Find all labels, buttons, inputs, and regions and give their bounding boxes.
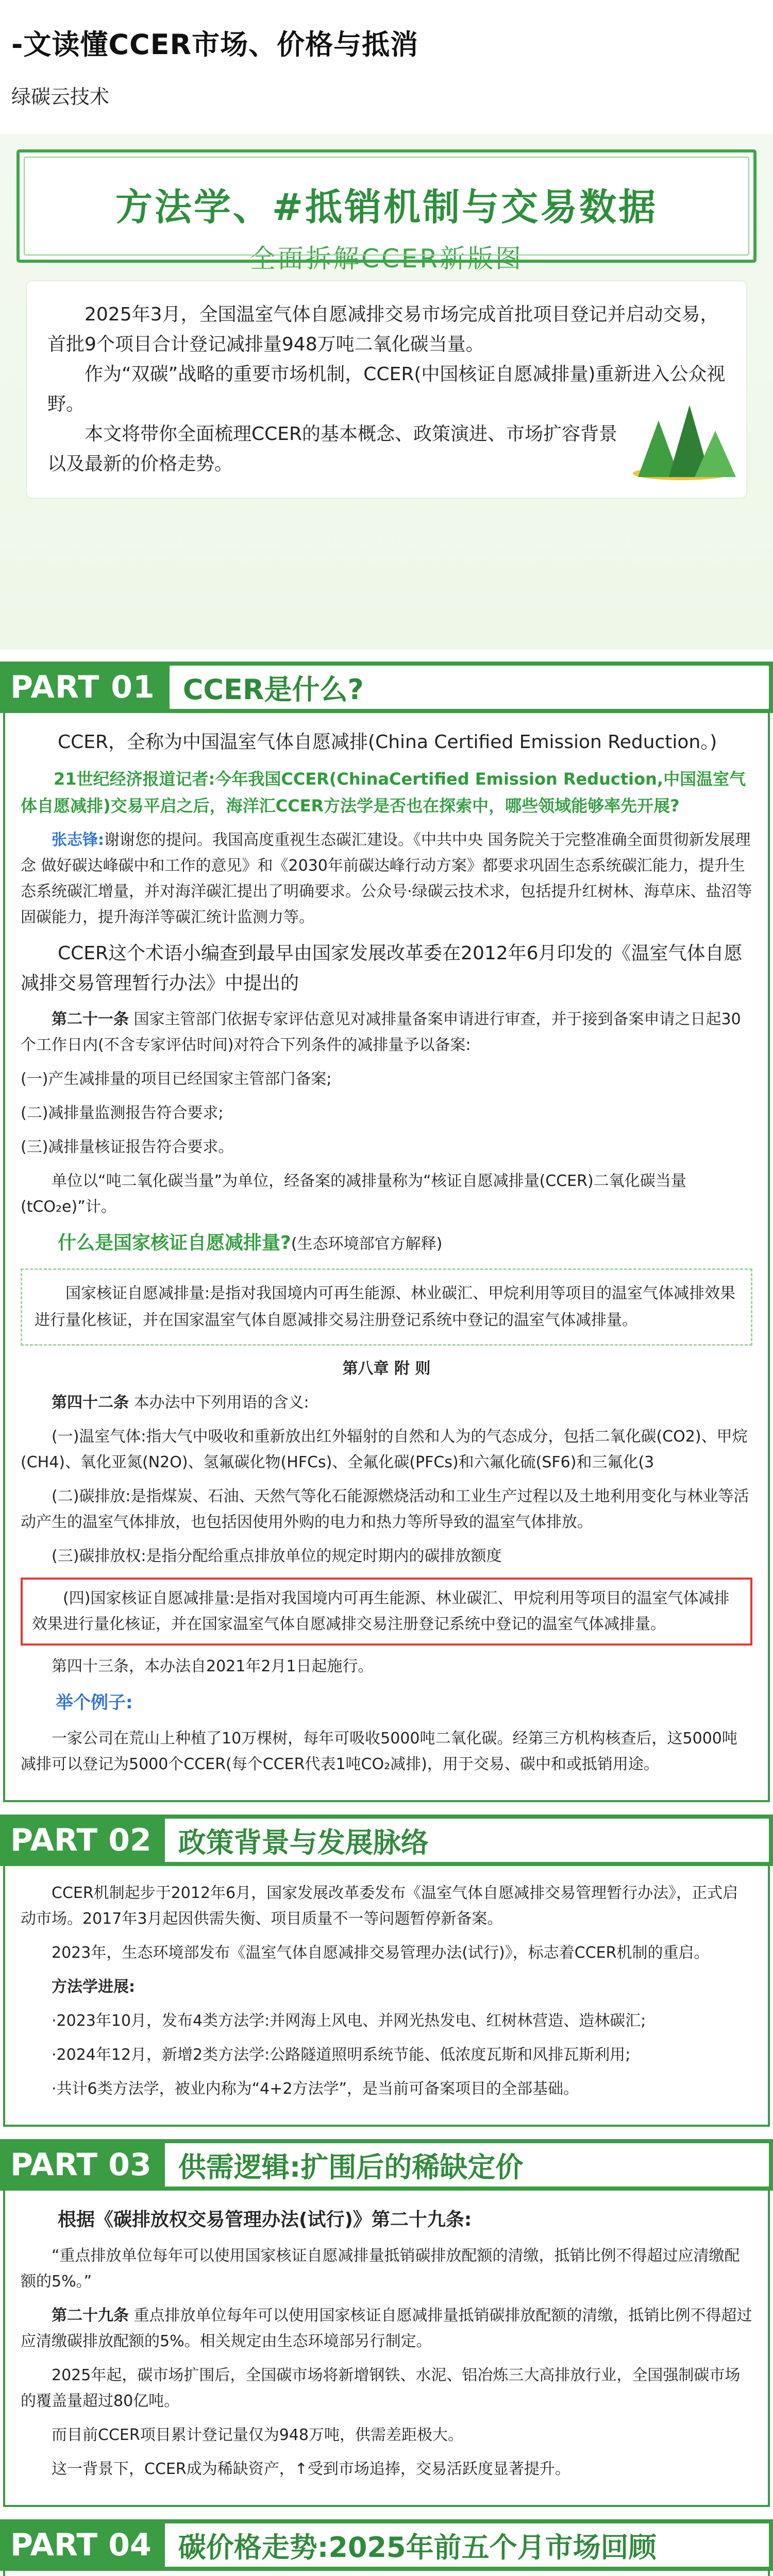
unit-note: 单位以“吨二氧化碳当量”为单位，经备案的减排量称为“核证自愿减排量(CCER)二氧化碳当量(tCO₂e)”计。 [21, 1172, 686, 1216]
definition-item: (三)碳排放权:是指分配给重点排放单位的规定时期内的碳排放额度 [52, 1547, 502, 1565]
article-text: 国家主管部门依据专家评估意见对减排量备案申请进行审查，并于接到备案申请之日起30个工作日内(不含专家评估时间)对符合下列条件的减排量予以备案: [21, 1010, 741, 1054]
part-number: PART 02 [10, 1822, 152, 1858]
hero-subtitle: 全面拆解CCER新版图 [249, 244, 524, 274]
hero-title: 方法学、#抵销机制与交易数据 [115, 185, 658, 229]
paragraph: 2025年起，碳市场扩围后，全国碳市场将新增钢铁、水泥、铝冶炼三大高排放行业，全国强制碳市场的覆盖量超过80亿吨。 [21, 2366, 741, 2410]
article-text: 本办法中下列用语的含义: [133, 1394, 309, 1412]
methodology-item: ·2023年10月，发布4类方法学:并网海上风电、并网光热发电、红树林营造、造林碳汇; [52, 2012, 646, 2030]
hero-banner [0, 134, 773, 649]
hero-title-frame [16, 149, 757, 274]
paragraph: 而目前CCER项目累计登记量仅为948万吨，供需差距极大。 [52, 2426, 463, 2444]
definition-box: 国家核证自愿减排量:是指对我国境内可再生能源、林业碳汇、甲烷利用等项目的温室气体减排效果进行量化核证，并在国家温室气体自愿减排交易注册登记系统中登记的温室气体减排量。 [21, 1268, 752, 1346]
tree-illustration [638, 400, 726, 477]
interview-answer [21, 827, 752, 930]
paragraph: CCER，全称为中国温室气体自愿减排(China Certified Emission Reduction。) [58, 732, 717, 753]
section-header-part03 [0, 2139, 773, 2191]
section-body-part02 [3, 1866, 770, 2127]
highlighted-definition: (四)国家核证自愿减排量:是指对我国境内可再生能源、林业碳汇、甲烷利用等项目的温室气体减排效果进行量化核证，并在国家温室气体自愿减排交易注册登记系统中登记的温室气体减排量。 [21, 1578, 752, 1646]
lead-line: 根据《碳排放权交易管理办法(试行)》第二十九条: [58, 2209, 472, 2230]
paragraph: CCER机制起步于2012年6月，国家发展改革委发布《温室气体自愿减排交易管理暂行办法》，正式启动市场。2017年3月起因供需失衡、项目质量不一等问题暂停新备案。 [21, 1884, 738, 1928]
article-label: 第二十九条 [52, 2307, 129, 2325]
example-label: 举个例子: [56, 1692, 133, 1713]
intro-paragraph: 2025年3月，全国温室气体自愿减排交易市场完成首批项目登记并启动交易，首批9个项目合计登记减排量948万吨二氧化碳当量。 [47, 304, 719, 355]
article-title: -文读懂CCER市场、价格与抵消 [11, 28, 419, 61]
section-body-part03 [3, 2191, 770, 2507]
question-text: 什么是国家核证自愿减排量? [58, 1232, 291, 1253]
example-text: 一家公司在荒山上种植了10万棵树，每年可吸收5000吨二氧化碳。经第三方机构核查后，这5000吨减排可以登记为5000个CCER(每个CCER代表1吨CO₂减排)，用于交易、碳中和或抵销用途。 [21, 1730, 737, 1773]
part-number: PART 03 [10, 2147, 152, 2183]
paragraph: 这一背景下，CCER成为稀缺资产，↑受到市场追捧，交易活跃度显著提升。 [52, 2460, 570, 2478]
article-29 [21, 2303, 752, 2354]
speaker-label: 张志锋: [52, 831, 104, 849]
methodology-item: ·共计6类方法学，被业内称为“4+2方法学”，是当前可备案项目的全部基础。 [52, 2080, 579, 2098]
interview-question: 21世纪经济报道记者:今年我国CCER(ChinaCertified Emission Reduction,中国温室气体自愿减排)交易平启之后，海洋汇CCER方法学是否也在探索中，哪些领域能够率先开展? [21, 769, 746, 816]
article-label: 第四十二条 [52, 1394, 129, 1412]
article-label: 第二十一条 [52, 1010, 129, 1028]
definition-item: (二)碳排放:是指煤炭、石油、天然气等化石能源燃烧活动和工业生产过程以及土地利用变化与林业等活动产生的温室气体排放，也包括因使用外购的电力和热力等所导致的温室气体排放。 [21, 1487, 749, 1531]
question-source: (生态环境部官方解释) [291, 1235, 443, 1253]
section-body-part04 [3, 2571, 770, 2576]
definition-item: (一)温室气体:指大气中吸收和重新放出红外辐射的自然和人为的气态成分，包括二氧化碳(CO2)、甲烷(CH4)、氧化亚氮(N2O)、氢氟碳化物(HFCs)、全氟化碳(PFCs)和六氟化硫(SF6)和三氟化(3 [21, 1428, 748, 1471]
methodology-label: 方法学进展: [52, 1978, 135, 1996]
list-item: (二)减排量监测报告符合要求; [21, 1104, 224, 1122]
part-number: PART 04 [10, 2527, 152, 2563]
article-42 [21, 1390, 752, 1416]
section-header-part02 [0, 1815, 773, 1866]
paragraph: CCER这个术语小编查到最早由国家发展改革委在2012年6月印发的《温室气体自愿减排交易管理暂行办法》中提出的 [21, 943, 743, 994]
part-title: CCER是什么? [170, 666, 769, 709]
part-title: 政策背景与发展脉络 [165, 1819, 769, 1862]
section-header-part04 [0, 2519, 773, 2571]
part-number: PART 01 [10, 669, 155, 705]
methodology-item: ·2024年12月，新增2类方法学:公路隧道照明系统节能、低浓度瓦斯和风排瓦斯利用; [52, 2046, 631, 2064]
paragraph: 2023年，生态环境部发布《温室气体自愿减排交易管理办法(试行)》，标志着CCER机制的重启。 [52, 1944, 710, 1962]
list-item: (一)产生减排量的项目已经国家主管部门备案; [21, 1070, 332, 1088]
definition-question [21, 1228, 752, 1258]
intro-paragraph: 本文将带你全面梳理CCER的基本概念、政策演进、市场扩容背景以及最新的价格走势。 [47, 423, 618, 474]
article-43: 第四十三条，本办法自2021年2月1日起施行。 [52, 1657, 374, 1675]
intro-card [27, 281, 746, 498]
section-body-part01 [3, 713, 770, 1802]
chapter-heading: 第八章 附 则 [342, 1360, 431, 1378]
article-21 [21, 1007, 752, 1058]
part-title: 碳价格走势:2025年前五个月市场回顾 [165, 2523, 769, 2567]
article-text: 重点排放单位每年可以使用国家核证自愿减排量抵销碳排放配额的清缴，抵销比例不得超过应清缴碳排放配额的5%。相关规定由生态环境部另行制定。 [21, 2307, 752, 2350]
list-item: (三)减排量核证报告符合要求。 [21, 1138, 234, 1156]
answer-text: 谢谢您的提问。我国高度重视生态碳汇建设。《中共中央 国务院关于完整准确全面贯彻新发展理念 做好碳达峰碳中和工作的意见》和《2030年前碳达峰行动方案》都要求巩固生态系统碳汇能力，提升生态系统碳汇增量，并对海洋碳汇提出了明确要求。公众号·绿碳云技术求，包括提升红树林、海草床、盐沼等固碳能力，提升海洋等碳汇统计监测力等。 [21, 831, 752, 926]
intro-paragraph: 作为“双碳”战略的重要市场机制，CCER(中国核证自愿减排量)重新进入公众视野。 [47, 364, 726, 415]
part-title: 供需逻辑:扩围后的稀缺定价 [165, 2143, 769, 2187]
article-header [0, 0, 773, 120]
section-header-part01 [0, 662, 773, 713]
account-name[interactable]: 绿碳云技术 [11, 86, 110, 108]
quote: “重点排放单位每年可以使用国家核证自愿减排量抵销碳排放配额的清缴，抵销比例不得超过应清缴配额的5%。” [21, 2247, 740, 2291]
